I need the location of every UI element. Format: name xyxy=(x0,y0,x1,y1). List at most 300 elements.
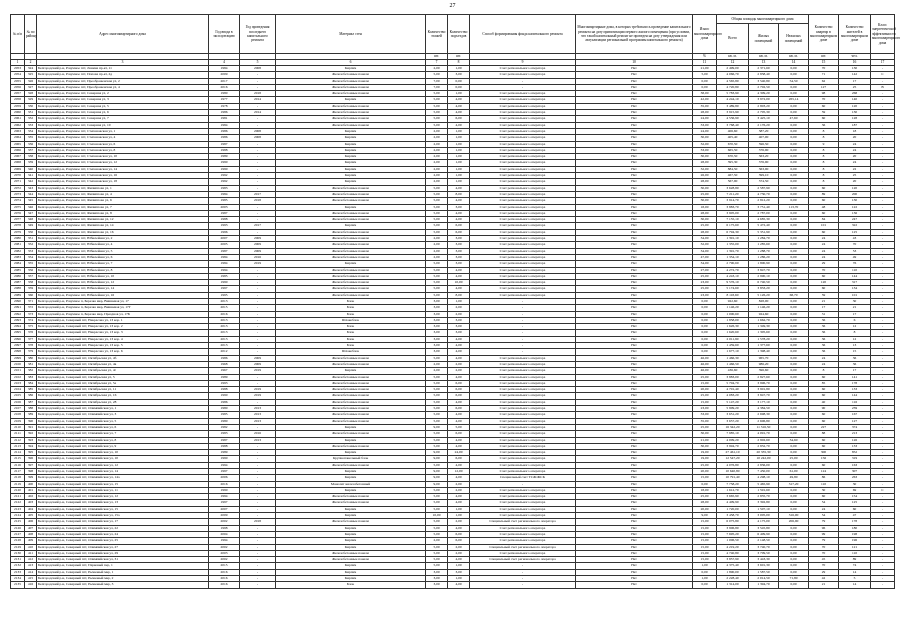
table-cell: Счет регионального оператора xyxy=(470,179,576,185)
table-cell: 25,00 xyxy=(693,374,717,380)
table-cell: Нет xyxy=(576,544,693,550)
table-cell: Счет регионального оператора xyxy=(470,361,576,367)
unit-cell: кв. м. xyxy=(779,54,809,60)
table-cell: 407 xyxy=(25,525,37,531)
table-cell: 1 587,50 xyxy=(749,569,779,575)
table-cell: 3 847,70 xyxy=(749,267,779,273)
table-cell: 1,00 xyxy=(448,173,470,179)
table-cell: Белгородский р-н, Разумное пгт, Попова пр-кт, 2д xyxy=(37,72,209,78)
table-cell: - xyxy=(470,343,576,349)
table-cell: 5,00 xyxy=(426,406,448,412)
table-cell: - xyxy=(871,298,895,304)
table-cell: 54 xyxy=(809,500,839,506)
table-cell: 36 xyxy=(809,349,839,355)
table-cell: 3 657,20 xyxy=(717,418,749,424)
table-cell: 5 783,90 xyxy=(717,91,749,97)
table-cell: 3 443,30 xyxy=(749,557,779,563)
table-cell: 47 xyxy=(839,513,871,519)
table-cell: Блок xyxy=(276,298,426,304)
table-cell: 373 xyxy=(25,311,37,317)
table-cell: Счет регионального оператора xyxy=(470,506,576,512)
table-cell: 0,00 xyxy=(779,387,809,393)
table-cell: 0,00 xyxy=(779,298,809,304)
table-cell: Нет xyxy=(576,355,693,361)
table-cell: 9,00 xyxy=(426,481,448,487)
table-cell: 1 391,10 xyxy=(717,236,749,242)
table-cell: 2093 xyxy=(11,317,25,323)
table-cell: 16 342,20 xyxy=(717,424,749,430)
table-cell: 2118 xyxy=(11,475,25,481)
table-cell: Белгородский р-н, Северный пгт, Некрасова ул, 13 кор. 3 xyxy=(37,330,209,336)
table-cell: 0,00 xyxy=(779,236,809,242)
table-cell: - xyxy=(871,198,895,204)
table-cell: 2002 xyxy=(209,557,240,563)
table-cell: 828,00 xyxy=(749,298,779,304)
table-cell: Белгородский р-н, Разумное п, Березка мкр, Празднов ул, 17Б xyxy=(37,311,209,317)
table-cell: Белгородский р-н, Северный пгт, Олимпийская ул, 14а xyxy=(37,475,209,481)
table-cell: Железобетонные панели xyxy=(276,254,426,260)
table-cell: 0,00 xyxy=(779,185,809,191)
table-cell: 922,60 xyxy=(717,298,749,304)
table-cell: 8 xyxy=(809,135,839,141)
table-cell: - xyxy=(240,173,276,179)
table-cell: 4 685,30 xyxy=(749,217,779,223)
table-cell: 1 286,20 xyxy=(749,254,779,260)
table-cell: 60 xyxy=(809,418,839,424)
table-cell: 4,00 xyxy=(448,374,470,380)
table-cell: - xyxy=(240,84,276,90)
table-cell: 360 xyxy=(25,292,37,298)
table-cell: - xyxy=(871,380,895,386)
table-cell: 126 xyxy=(839,437,871,443)
table-cell: 15,00 xyxy=(693,525,717,531)
table-cell: 317 xyxy=(839,280,871,286)
table-cell: Специальный счет регионального оператора xyxy=(470,557,576,563)
table-cell: Счет регионального оператора xyxy=(470,217,576,223)
table-cell: Железобетонные панели xyxy=(276,84,426,90)
table-cell: Счет регионального оператора xyxy=(470,66,576,72)
table-cell: Нет xyxy=(576,97,693,103)
table-cell: 1 662,70 xyxy=(749,317,779,323)
table-cell: 2091 xyxy=(11,305,25,311)
table-cell: Нет xyxy=(576,254,693,260)
table-cell: Нет xyxy=(576,576,693,582)
col-header-last-repair-year: Год проведения последнего капитального ремонта xyxy=(240,15,276,54)
table-cell: Железобетонные панели xyxy=(276,198,426,204)
table-cell: 2080 xyxy=(11,236,25,242)
table-cell: Блок xyxy=(276,324,426,330)
table-cell: 2132 xyxy=(11,563,25,569)
table-cell: 2059 xyxy=(11,103,25,109)
table-cell: 1987 xyxy=(209,210,240,216)
table-cell: Счет регионального оператора xyxy=(470,236,576,242)
column-number-cell: 14 xyxy=(779,60,809,66)
table-cell: - xyxy=(240,286,276,292)
table-cell: 406 xyxy=(25,519,37,525)
table-cell: 322 xyxy=(839,223,871,229)
table-cell: 12 xyxy=(839,324,871,330)
table-cell: 2121 xyxy=(11,494,25,500)
table-cell: 665,50 xyxy=(717,147,749,153)
table-cell: 0,00 xyxy=(779,569,809,575)
table-cell: 2086 xyxy=(11,273,25,279)
table-cell: 324 xyxy=(25,66,37,72)
table-cell: 28,00 xyxy=(693,110,717,116)
table-cell: 4,00 xyxy=(448,122,470,128)
table-cell: Железобетонные панели xyxy=(276,387,426,393)
table-cell: 24 xyxy=(809,254,839,260)
table-cell: 2065 xyxy=(11,141,25,147)
table-cell: Железобетонные панели xyxy=(276,210,426,216)
table-cell: 4 730,70 xyxy=(749,191,779,197)
table-cell: 46,00 xyxy=(693,368,717,374)
table-cell: Белгородский р-н, Северный пгт, Октябрьская ул, 5 xyxy=(37,374,209,380)
table-cell: 2 790,60 xyxy=(717,261,749,267)
table-cell: 1,00 xyxy=(448,135,470,141)
table-cell: 0,00 xyxy=(779,399,809,405)
table-cell: Нет xyxy=(576,380,693,386)
table-cell: 2104 xyxy=(11,387,25,393)
table-cell: 127 xyxy=(839,418,871,424)
table-cell: - xyxy=(871,179,895,185)
table-cell: 5 351,90 xyxy=(749,229,779,235)
table-cell: Белгородский р-н, Разумное п, Березка мкр, Вишневая ул, 17 xyxy=(37,298,209,304)
table-cell: 4,00 xyxy=(448,286,470,292)
table-cell: Кирпич xyxy=(276,475,426,481)
table-cell: 3,00 xyxy=(426,330,448,336)
table-cell: 60 xyxy=(809,393,839,399)
table-cell: - xyxy=(240,544,276,550)
table-cell: C xyxy=(871,72,895,78)
table-cell: 5 909,20 xyxy=(717,406,749,412)
table-cell: Железобетонные панели xyxy=(276,116,426,122)
table-cell: - xyxy=(240,185,276,191)
column-number-cell: 11 xyxy=(693,60,717,66)
table-cell: Нет xyxy=(576,84,693,90)
table-cell: 2087 xyxy=(11,280,25,286)
table-cell: - xyxy=(871,286,895,292)
table-cell: Белгородский р-н, Северный пгт, Олимпийская ул, 29 xyxy=(37,550,209,556)
table-cell: 2095 xyxy=(11,330,25,336)
table-cell: 12 xyxy=(839,336,871,342)
table-cell: 2115 xyxy=(11,456,25,462)
table-cell: 2122 xyxy=(11,500,25,506)
table-cell: 2019 xyxy=(240,261,276,267)
table-cell: Белгородский р-н, Северный пгт, Некрасова ул, 13 кор. 1 xyxy=(37,317,209,323)
table-cell: 4,00 xyxy=(448,418,470,424)
table-cell: 120 xyxy=(839,103,871,109)
table-cell: 380 xyxy=(25,355,37,361)
table-cell: 2009 xyxy=(240,248,276,254)
table-cell: 1 285,60 xyxy=(749,242,779,248)
table-cell: 0,00 xyxy=(779,311,809,317)
table-cell: Нет xyxy=(576,336,693,342)
table-cell: 30,00 xyxy=(693,185,717,191)
table-cell: - xyxy=(470,563,576,569)
table-cell: 15,00 xyxy=(693,380,717,386)
table-cell: 2 587,90 xyxy=(749,185,779,191)
table-cell: 2,00 xyxy=(426,135,448,141)
table-cell: 2,00 xyxy=(426,160,448,166)
table-cell: 0,00 xyxy=(779,424,809,430)
table-cell: 0,00 xyxy=(693,330,717,336)
table-cell: Нет xyxy=(576,305,693,311)
table-cell: 1984 xyxy=(209,191,240,197)
table-cell: 5,00 xyxy=(426,531,448,537)
table-cell: 965,70 xyxy=(749,355,779,361)
table-cell: 140 xyxy=(839,97,871,103)
table-cell: 0,00 xyxy=(779,355,809,361)
table-cell: 33,00 xyxy=(693,412,717,418)
table-cell: 1 591,60 xyxy=(749,487,779,493)
table-cell: Белгородский р-н, Разумное пгт, Северная ул, 6 xyxy=(37,110,209,116)
table-cell: 5,00 xyxy=(426,431,448,437)
table-cell: Нет xyxy=(576,424,693,430)
table-cell: Белгородский р-н, Северный пгт, Олимпийская ул, 8 xyxy=(37,437,209,443)
table-cell: 17 xyxy=(839,78,871,84)
table-cell: 3,00 xyxy=(448,254,470,260)
table-cell: 0,00 xyxy=(693,317,717,323)
table-cell: 178 xyxy=(839,380,871,386)
table-cell: 327 xyxy=(25,84,37,90)
table-cell: 7 155,10 xyxy=(717,217,749,223)
table-cell: 4,00 xyxy=(448,97,470,103)
table-cell: 4,00 xyxy=(448,349,470,355)
table-cell: 10,00 xyxy=(426,513,448,519)
table-cell: 121 xyxy=(839,544,871,550)
table-cell: - xyxy=(871,525,895,531)
table-cell: 1 391,70 xyxy=(717,248,749,254)
col-header-residents: Количество жителей в многоквартирном доме xyxy=(839,15,871,54)
table-cell: Кирпич xyxy=(276,544,426,550)
table-cell: 4,00 xyxy=(448,210,470,216)
table-cell: Нет xyxy=(576,141,693,147)
table-cell: 1 677,10 xyxy=(717,349,749,355)
table-cell: 36 xyxy=(809,336,839,342)
table-cell: Счет регионального оператора xyxy=(470,204,576,210)
table-cell: 3 709,50 xyxy=(749,550,779,556)
table-cell: 4,00 xyxy=(448,103,470,109)
table-cell: Нет xyxy=(576,204,693,210)
table-cell: 2133 xyxy=(11,569,25,575)
table-cell: - xyxy=(871,443,895,449)
table-cell: 2107 xyxy=(11,406,25,412)
table-cell: 36 xyxy=(809,330,839,336)
table-cell: 2016 xyxy=(209,582,240,588)
table-cell: 319 xyxy=(839,456,871,462)
table-cell: Белгородский р-н, Северный пгт, Олимпийская ул, 15 xyxy=(37,481,209,487)
table-cell: 5 xyxy=(839,576,871,582)
table-cell: 2 148,50 xyxy=(749,538,779,544)
table-cell: 384 xyxy=(25,380,37,386)
table-cell: 60 xyxy=(809,437,839,443)
table-cell: 30,00 xyxy=(693,217,717,223)
table-cell: 349 xyxy=(25,223,37,229)
table-cell: - xyxy=(871,519,895,525)
table-cell: 17 xyxy=(809,305,839,311)
table-cell: 3,00 xyxy=(448,204,470,210)
table-cell: 0,00 xyxy=(779,374,809,380)
table-cell: - xyxy=(871,185,895,191)
table-cell: 2,00 xyxy=(426,242,448,248)
table-cell: 2112 xyxy=(11,437,25,443)
table-cell: 200 xyxy=(839,191,871,197)
table-cell: 15,00 xyxy=(693,538,717,544)
table-cell: Белгородский р-н, Северный пгт, Некрасова ул, 13 кор. 5 xyxy=(37,343,209,349)
table-cell: Белгородский р-н, Северный пгт, Олимпийская ул, 17 xyxy=(37,519,209,525)
table-cell: 3 915,90 xyxy=(717,110,749,116)
table-cell: 2008 xyxy=(240,135,276,141)
table-cell: 0,00 xyxy=(779,166,809,172)
table-cell: Счет регионального оператора xyxy=(470,450,576,456)
table-cell: 3,00 xyxy=(448,242,470,248)
table-cell: Нет xyxy=(576,374,693,380)
table-cell: Железобетонные панели xyxy=(276,494,426,500)
table-cell: - xyxy=(871,393,895,399)
table-cell: Белгородский р-н, Разумное пгт, Степановская ул, 12 xyxy=(37,160,209,166)
table-cell: 6,00 xyxy=(448,431,470,437)
table-cell: 35,00 xyxy=(693,418,717,424)
table-cell: 1 466,50 xyxy=(717,361,749,367)
table-cell: 163 xyxy=(839,462,871,468)
table-cell: Кирпич xyxy=(276,223,426,229)
table-cell: 6 409,90 xyxy=(749,531,779,537)
table-cell: 0,00 xyxy=(779,110,809,116)
table-cell: Счет регионального оператора xyxy=(470,122,576,128)
table-cell: 30,00 xyxy=(693,431,717,437)
table-cell: - xyxy=(470,569,576,575)
table-cell: 0,00 xyxy=(779,544,809,550)
table-cell: Нет xyxy=(576,236,693,242)
table-cell: 2,00 xyxy=(448,305,470,311)
table-cell: 1 000,60 xyxy=(717,311,749,317)
table-cell: Счет регионального оператора xyxy=(470,141,576,147)
table-cell: 2135 xyxy=(11,582,25,588)
table-cell: Белгородский р-н, Северный пгт, Олимпийская ул, 15а xyxy=(37,513,209,519)
table-cell: 596,50 xyxy=(749,141,779,147)
table-cell: Нет xyxy=(576,538,693,544)
table-cell: - xyxy=(871,128,895,134)
table-cell: Кирпич xyxy=(276,506,426,512)
table-cell: 60 xyxy=(839,506,871,512)
table-cell: Счет регионального оператора xyxy=(470,412,576,418)
table-cell: 0,00 xyxy=(693,311,717,317)
table-cell: 113,70 xyxy=(779,204,809,210)
table-cell: 2092 xyxy=(11,311,25,317)
table-cell: 20,00 xyxy=(693,506,717,512)
table-cell: 1 284,70 xyxy=(749,236,779,242)
table-cell: 1,00 xyxy=(448,179,470,185)
table-cell: 125 xyxy=(839,500,871,506)
table-cell: Белгородский р-н, Северный пгт, Олимпийская ул, 13 xyxy=(37,500,209,506)
table-cell: Нет xyxy=(576,267,693,273)
table-cell: - xyxy=(240,147,276,153)
table-cell: 2015 xyxy=(209,305,240,311)
table-cell: 359 xyxy=(25,286,37,292)
table-cell: 4,00 xyxy=(448,557,470,563)
table-cell: 26,00 xyxy=(693,173,717,179)
table-cell: 3 651,20 xyxy=(717,412,749,418)
table-cell: - xyxy=(871,261,895,267)
table-cell: 18,00 xyxy=(693,487,717,493)
table-cell: 0,00 xyxy=(693,569,717,575)
table-cell: 333 xyxy=(25,122,37,128)
table-cell: Кирпич xyxy=(276,450,426,456)
table-cell: 32,00 xyxy=(693,141,717,147)
table-cell: 2055 xyxy=(11,78,25,84)
table-cell: 414 xyxy=(25,569,37,575)
table-cell: Счет регионального оператора xyxy=(470,462,576,468)
table-cell: Нет xyxy=(576,361,693,367)
table-cell: 3,00 xyxy=(426,298,448,304)
table-cell: 4,00 xyxy=(448,399,470,405)
table-cell: 1992 xyxy=(209,173,240,179)
table-cell: 4,00 xyxy=(448,462,470,468)
table-cell: Белгородский р-н, Северный пгт, Олимпийская ул, 10 xyxy=(37,456,209,462)
table-cell: 71,80 xyxy=(779,576,809,582)
table-cell: 60 xyxy=(809,210,839,216)
table-cell: Нет xyxy=(576,406,693,412)
table-cell: Железобетонные панели xyxy=(276,519,426,525)
table-cell: Блок xyxy=(276,305,426,311)
table-cell: Специальный счет регионального оператора xyxy=(470,544,576,550)
table-cell: 0,00 xyxy=(779,248,809,254)
table-cell: 0,00 xyxy=(779,412,809,418)
table-cell: 3 906,80 xyxy=(717,525,749,531)
table-cell: Счет регионального оператора xyxy=(470,380,576,386)
table-cell: 379 xyxy=(25,349,37,355)
table-cell: 1994 xyxy=(209,267,240,273)
table-cell: - xyxy=(240,116,276,122)
table-cell: Белгородский р-н, Северный пгт, Олимпийская ул, 10 xyxy=(37,450,209,456)
table-cell: Нет xyxy=(576,418,693,424)
table-cell: 25,00 xyxy=(693,424,717,430)
table-cell: 1980 xyxy=(209,418,240,424)
table-cell: 60 xyxy=(809,494,839,500)
table-cell: 6,00 xyxy=(448,531,470,537)
column-number-cell: 5 xyxy=(240,60,276,66)
table-cell: 346 xyxy=(25,204,37,210)
table-cell: 1997 xyxy=(209,500,240,506)
table-cell: 356 xyxy=(25,267,37,273)
table-cell: 4 536,90 xyxy=(717,116,749,122)
table-cell: 2 836,00 xyxy=(749,462,779,468)
table-cell: 1 507,10 xyxy=(749,506,779,512)
col-header-area-nonresidential: Нежилых помещений xyxy=(779,24,809,54)
table-cell: 85 xyxy=(809,380,839,386)
table-cell: Счет регионального оператора xyxy=(470,424,576,430)
table-cell: 167 xyxy=(839,412,871,418)
table-cell: 0,00 xyxy=(693,84,717,90)
table-cell: Белгородский р-н, Разумное пгт, Северная ул, 5 xyxy=(37,103,209,109)
table-cell: Блок xyxy=(276,582,426,588)
table-cell: 345 xyxy=(25,198,37,204)
table-cell: Белгородский р-н, Разумное пгт, Степановская ул, 8 xyxy=(37,147,209,153)
table-cell: 1986 xyxy=(209,128,240,134)
col-header-number: № п/п xyxy=(11,15,25,54)
table-cell: Счет регионального оператора xyxy=(470,525,576,531)
table-cell: 5,00 xyxy=(426,525,448,531)
table-cell: - xyxy=(871,506,895,512)
table-cell: Счет регионального оператора xyxy=(470,128,576,134)
table-cell: 0,00 xyxy=(779,500,809,506)
table-cell: Блок xyxy=(276,330,426,336)
table-cell: 120 xyxy=(839,185,871,191)
table-cell: 353 xyxy=(25,248,37,254)
table-cell: 1990 xyxy=(209,456,240,462)
table-cell: 6 xyxy=(839,317,871,323)
table-cell: 19,00 xyxy=(693,450,717,456)
